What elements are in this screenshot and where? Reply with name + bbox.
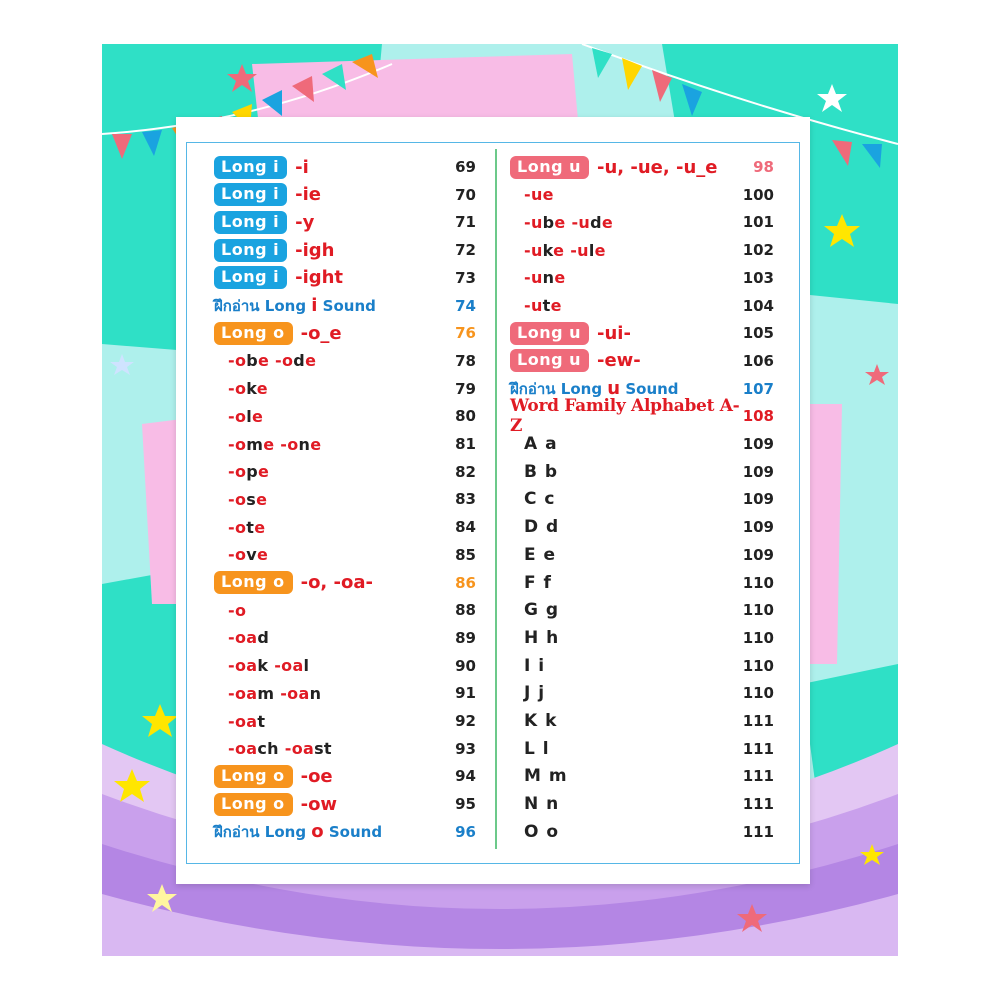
- alphabet-row[interactable]: [510, 543, 774, 567]
- suffix-label: -ui-: [597, 322, 631, 344]
- toc-row[interactable]: [214, 487, 476, 511]
- page-number: 109: [742, 435, 774, 453]
- word-ending-label: -obe -ode: [228, 351, 317, 371]
- word-ending-label: -ope: [228, 462, 270, 482]
- page-number: 107: [742, 379, 774, 398]
- page-number: 74: [455, 296, 476, 315]
- alphabet-letter: J j: [524, 683, 546, 704]
- suffix-label: -i: [295, 156, 309, 178]
- page-number: 111: [742, 739, 774, 758]
- long-o-tag: Long o: [214, 765, 293, 788]
- page-number: 111: [742, 712, 774, 730]
- alphabet-letter: F f: [524, 572, 552, 593]
- word-ending-label: -ome -one: [228, 434, 322, 454]
- word-ending-label: -oad: [228, 628, 270, 648]
- long-i-tag: Long i: [214, 239, 287, 262]
- toc-row[interactable]: [214, 377, 476, 401]
- alphabet-letter: O o: [524, 821, 560, 842]
- toc-row[interactable]: [214, 764, 476, 788]
- long-o-tag: Long o: [214, 322, 293, 345]
- page-number: 91: [455, 684, 476, 703]
- page-number: 103: [742, 268, 774, 287]
- suffix-label: -oe: [300, 765, 333, 787]
- page-number: 70: [455, 185, 476, 204]
- page-number: 106: [742, 351, 774, 370]
- page-number: 84: [455, 518, 476, 537]
- toc-row[interactable]: [214, 654, 476, 678]
- page-number: 110: [742, 656, 774, 675]
- long-i-tag: Long i: [214, 183, 287, 206]
- suffix-label: -ow: [300, 793, 338, 815]
- toc-row[interactable]: [510, 155, 774, 179]
- alphabet-row[interactable]: [510, 626, 774, 650]
- page-number: 82: [455, 462, 476, 481]
- alphabet-letter: L l: [524, 738, 550, 759]
- toc-row[interactable]: [214, 460, 476, 484]
- word-ending-label: -oach -oast: [228, 739, 332, 759]
- page-number: 96: [455, 822, 476, 841]
- page-number: 110: [742, 601, 774, 620]
- page-number: 110: [742, 573, 774, 592]
- page-number: 81: [455, 435, 476, 453]
- toc-row[interactable]: [214, 404, 476, 428]
- page-number: 88: [455, 601, 476, 620]
- page-number: 98: [753, 158, 774, 176]
- alphabet-row[interactable]: [510, 571, 774, 595]
- alphabet-row[interactable]: [510, 487, 774, 511]
- alphabet-row[interactable]: [510, 654, 774, 678]
- word-ending-label: -ube -ude: [524, 212, 614, 232]
- page-number: 71: [455, 213, 476, 232]
- page-number: 80: [455, 407, 476, 426]
- long-u-tag: Long u: [510, 156, 589, 179]
- table-of-contents-card: [176, 117, 810, 884]
- practice-reading-label: ฝึกอ่าน Long u Sound: [510, 377, 679, 399]
- alphabet-letter: C c: [524, 489, 556, 510]
- alphabet-letter: M m: [524, 766, 568, 787]
- alphabet-letter: G g: [524, 600, 560, 621]
- word-ending-label: -ole: [228, 406, 264, 426]
- word-ending-label: -ote: [228, 517, 266, 537]
- suffix-label: -o_e: [300, 322, 342, 344]
- suffix-label: -igh: [295, 239, 335, 261]
- toc-row[interactable]: [214, 709, 476, 733]
- page-number: 105: [742, 324, 774, 343]
- page-number: 85: [455, 545, 476, 564]
- suffix-label: -o, -oa-: [300, 572, 373, 593]
- toc-row[interactable]: [214, 820, 476, 844]
- toc-row[interactable]: [214, 321, 476, 345]
- page-number: 79: [455, 379, 476, 398]
- toc-row[interactable]: [214, 681, 476, 705]
- long-u-tag: Long u: [510, 349, 589, 372]
- toc-row[interactable]: [214, 792, 476, 816]
- alphabet-letter: D d: [524, 517, 560, 538]
- page-number: 94: [455, 767, 476, 786]
- toc-row[interactable]: [214, 543, 476, 567]
- toc-row[interactable]: [510, 294, 774, 318]
- page-number: 101: [742, 213, 774, 232]
- page-number: 111: [742, 767, 774, 786]
- long-i-tag: Long i: [214, 156, 287, 179]
- suffix-label: -ew-: [597, 350, 641, 372]
- page-number: 110: [742, 628, 774, 647]
- toc-row[interactable]: [214, 155, 476, 179]
- long-o-tag: Long o: [214, 793, 293, 816]
- page-number: 109: [742, 490, 774, 509]
- toc-row[interactable]: [214, 737, 476, 761]
- column-divider: [495, 149, 497, 849]
- long-i-tag: Long i: [214, 266, 287, 289]
- alphabet-row[interactable]: [510, 764, 774, 788]
- toc-row[interactable]: [214, 210, 476, 234]
- practice-reading-label: ฝึกอ่าน Long o Sound: [214, 820, 383, 842]
- long-o-tag: Long o: [214, 571, 293, 594]
- page-number: 109: [742, 462, 774, 481]
- word-ending-label: -une: [524, 268, 566, 288]
- alphabet-row[interactable]: [510, 681, 774, 705]
- alphabet-row[interactable]: [510, 460, 774, 484]
- alphabet-row[interactable]: [510, 598, 774, 622]
- word-ending-label: -ue: [524, 185, 554, 205]
- word-ending-label: -oam -oan: [228, 683, 322, 703]
- page-number: 95: [455, 795, 476, 814]
- toc-row[interactable]: [510, 183, 774, 207]
- toc-row[interactable]: [510, 266, 774, 290]
- page-number: 111: [742, 822, 774, 841]
- toc-row[interactable]: [510, 321, 774, 345]
- page-number: 89: [455, 628, 476, 647]
- page-number: 86: [455, 573, 476, 592]
- toc-row[interactable]: [510, 396, 774, 437]
- toc-row[interactable]: [510, 238, 774, 262]
- word-ending-label: -o: [228, 600, 247, 620]
- page-number: 111: [742, 795, 774, 814]
- toc-row[interactable]: [510, 349, 774, 373]
- alphabet-row[interactable]: [510, 709, 774, 733]
- toc-row[interactable]: [214, 294, 476, 318]
- suffix-label: -ie: [295, 184, 321, 206]
- alphabet-row[interactable]: [510, 737, 774, 761]
- word-ending-label: -ose: [228, 489, 268, 509]
- practice-reading-label: ฝึกอ่าน Long i Sound: [214, 294, 376, 316]
- toc-row[interactable]: [214, 515, 476, 539]
- word-family-heading: Word Family Alphabet A-Z: [510, 396, 740, 437]
- page-number: 69: [455, 158, 476, 176]
- page-number: 90: [455, 656, 476, 675]
- toc-row[interactable]: [510, 210, 774, 234]
- toc-row[interactable]: [214, 432, 476, 456]
- alphabet-letter: A a: [524, 434, 558, 454]
- alphabet-letter: H h: [524, 627, 560, 648]
- page-number: 78: [455, 351, 476, 370]
- page-number: 100: [742, 185, 774, 204]
- alphabet-row[interactable]: [510, 792, 774, 816]
- page-number: 72: [455, 241, 476, 260]
- word-ending-label: -ove: [228, 545, 269, 565]
- suffix-label: -ight: [295, 267, 344, 289]
- page-number: 83: [455, 490, 476, 509]
- toc-row[interactable]: [214, 183, 476, 207]
- toc-row[interactable]: [214, 626, 476, 650]
- page-number: 73: [455, 268, 476, 287]
- page-number: 109: [742, 545, 774, 564]
- alphabet-letter: I i: [524, 655, 546, 676]
- page-number: 93: [455, 739, 476, 758]
- long-u-tag: Long u: [510, 322, 589, 345]
- word-ending-label: -uke -ule: [524, 240, 606, 260]
- page-number: 102: [742, 241, 774, 260]
- page-number: 109: [742, 518, 774, 537]
- toc-row[interactable]: [214, 266, 476, 290]
- toc-row[interactable]: [214, 598, 476, 622]
- alphabet-letter: E e: [524, 544, 557, 565]
- alphabet-letter: K k: [524, 711, 558, 731]
- toc-row[interactable]: [214, 571, 476, 595]
- page-number: 92: [455, 712, 476, 730]
- page-number: 108: [742, 407, 774, 426]
- alphabet-letter: B b: [524, 461, 559, 482]
- long-i-tag: Long i: [214, 211, 287, 234]
- page-number: 110: [742, 684, 774, 703]
- alphabet-row[interactable]: [510, 432, 774, 456]
- toc-row[interactable]: [214, 238, 476, 262]
- alphabet-row[interactable]: [510, 515, 774, 539]
- word-ending-label: -oak -oal: [228, 656, 310, 676]
- page-number: 76: [455, 324, 476, 343]
- alphabet-letter: N n: [524, 794, 560, 815]
- word-ending-label: -oke: [228, 379, 268, 399]
- suffix-label: -y: [295, 211, 315, 233]
- page-number: 104: [742, 296, 774, 315]
- word-ending-label: -ute: [524, 296, 562, 315]
- suffix-label: -u, -ue, -u_e: [597, 156, 718, 178]
- alphabet-row[interactable]: [510, 820, 774, 844]
- word-ending-label: -oat: [228, 711, 266, 731]
- toc-row[interactable]: [214, 349, 476, 373]
